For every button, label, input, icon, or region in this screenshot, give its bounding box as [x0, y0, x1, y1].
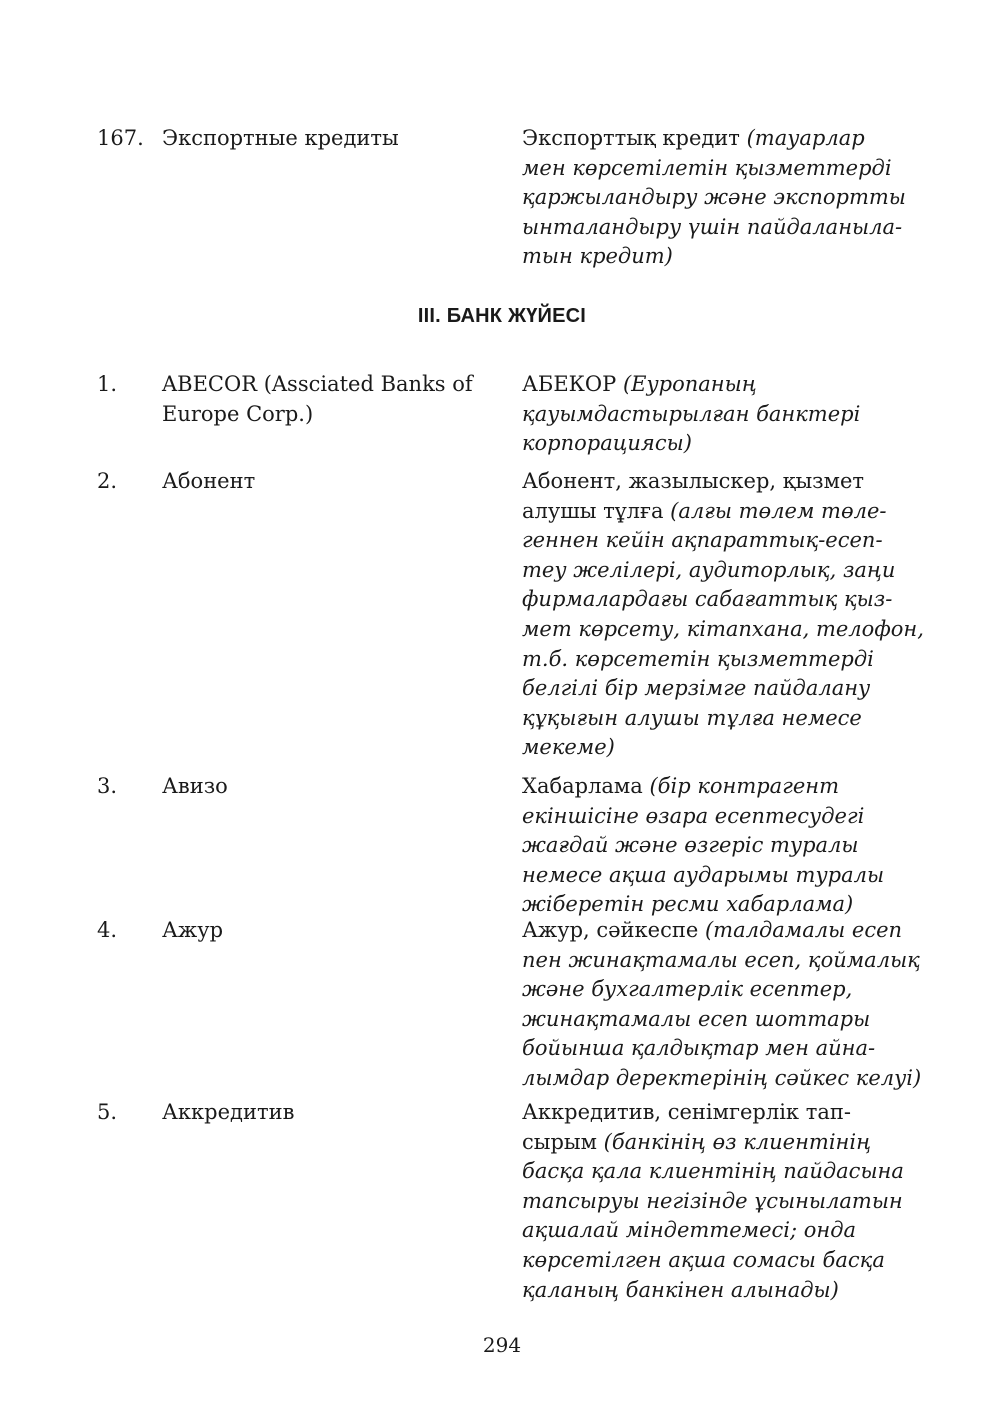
- translation-line: лымдар деректерінің сәйкес келуі): [522, 1065, 922, 1090]
- translation-line: көрсетілген ақша сомасы басқа: [522, 1247, 885, 1272]
- entry-number: 4.: [97, 918, 118, 942]
- entry-term: [162, 772, 492, 802]
- translation-line: [522, 1128, 914, 1158]
- entry-translation: [522, 370, 914, 459]
- translation-line: [522, 124, 914, 154]
- translation-line: тын кредит): [522, 244, 673, 269]
- translation-segment: алушы тұлға: [522, 498, 671, 523]
- translation-segment: (банкінің өз клиентінің: [603, 1129, 872, 1154]
- translation-line: белгілі бір мерзімге пайдалану: [522, 676, 871, 701]
- entry-translation: [522, 916, 922, 1094]
- translation-line: жинақтамалы есеп шоттары: [522, 1006, 871, 1031]
- translation-line: Абонент, жазылыскер, қызмет: [522, 469, 865, 493]
- translation-line: Аккредитив, сенімгерлік тап-: [522, 1100, 851, 1124]
- entry-term: [162, 916, 492, 946]
- page-number: 294: [482, 1333, 522, 1357]
- translation-segment: АБЕКОР: [522, 372, 623, 396]
- entry-number: 2.: [97, 469, 118, 493]
- translation-segment: (тауарлар: [746, 126, 865, 150]
- translation-line: фирмалардағы сабағаттық қыз-: [522, 587, 893, 612]
- translation-line: және бухгалтерлік есептер,: [522, 977, 853, 1002]
- term-line: Авизо: [162, 774, 228, 798]
- translation-line: мекеме): [522, 735, 615, 760]
- term-line: Абонент: [162, 469, 256, 493]
- translation-segment: (талдамалы есеп: [704, 918, 903, 942]
- translation-line: мет көрсету, кітапхана, телофон,: [522, 616, 924, 641]
- translation-segment: Ажур, сәйкеспе: [522, 918, 705, 942]
- entry-translation: [522, 772, 914, 920]
- translation-segment: Экспорттық кредит: [522, 126, 747, 150]
- entry-number: 1.: [97, 372, 118, 396]
- entry-number: 167.: [97, 126, 144, 150]
- translation-line: [522, 370, 914, 400]
- translation-line: жіберетін ресми хабарлама): [522, 892, 854, 917]
- translation-segment: сырым: [522, 1129, 604, 1154]
- translation-line: құқығын алушы тұлға немесе: [522, 705, 862, 730]
- translation-line: қаланың банкінен алынады): [522, 1277, 839, 1302]
- term-line: ABECOR (Assciated Banks of: [162, 372, 473, 396]
- translation-line: пен жинақтамалы есеп, қоймалық: [522, 947, 920, 972]
- translation-line: теу желілері, аудиторлық, заңи: [522, 557, 896, 582]
- translation-line: т.б. көрсететін қызметтерді: [522, 646, 874, 671]
- translation-line: ынталандыру үшін пайдаланыла-: [522, 214, 903, 239]
- section-heading: III. БАНК ЖҮЙЕСІ: [417, 305, 587, 327]
- term-line: Экспортные кредиты: [162, 126, 399, 150]
- entry-translation: [522, 1098, 914, 1305]
- translation-line: екіншісіне өзара есептесудегі: [522, 803, 865, 828]
- term-line: Europe Corp.): [162, 401, 314, 426]
- translation-line: геннен кейін ақпараттық-есеп-: [522, 528, 883, 553]
- translation-line: корпорациясы): [522, 431, 692, 456]
- translation-line: бойынша қалдықтар мен айна-: [522, 1036, 876, 1061]
- translation-line: қаржыландыру және экспортты: [522, 185, 906, 210]
- translation-line: ақшалай міндеттемесі; онда: [522, 1218, 857, 1243]
- entry-term: [162, 370, 492, 429]
- term-line: Ажур: [162, 918, 224, 942]
- entry-term: [162, 1098, 492, 1128]
- translation-line: [522, 916, 914, 946]
- entry-term: [162, 467, 492, 497]
- translation-line: [522, 772, 914, 802]
- translation-line: тапсыруы негізінде ұсынылатын: [522, 1188, 903, 1213]
- translation-line: [522, 497, 914, 527]
- translation-line: мен көрсетілетін қызметтерді: [522, 155, 892, 180]
- translation-segment: (алғы төлем төле-: [670, 498, 887, 523]
- translation-segment: (бір контрагент: [649, 774, 839, 798]
- entry-term: [162, 124, 492, 154]
- entry-translation: [522, 124, 914, 272]
- translation-segment: Хабарлама: [522, 774, 650, 798]
- entry-number: 3.: [97, 774, 118, 798]
- entry-number: 5.: [97, 1100, 118, 1124]
- translation-line: қауымдастырылған банктері: [522, 401, 861, 426]
- entry-translation: [522, 467, 924, 763]
- translation-line: жағдай және өзгеріс туралы: [522, 833, 859, 858]
- translation-segment: (Еуропаның: [622, 372, 757, 396]
- term-line: Аккредитив: [162, 1100, 295, 1124]
- translation-line: немесе ақша аударымы туралы: [522, 862, 885, 887]
- translation-line: басқа қала клиентінің пайдасына: [522, 1159, 904, 1184]
